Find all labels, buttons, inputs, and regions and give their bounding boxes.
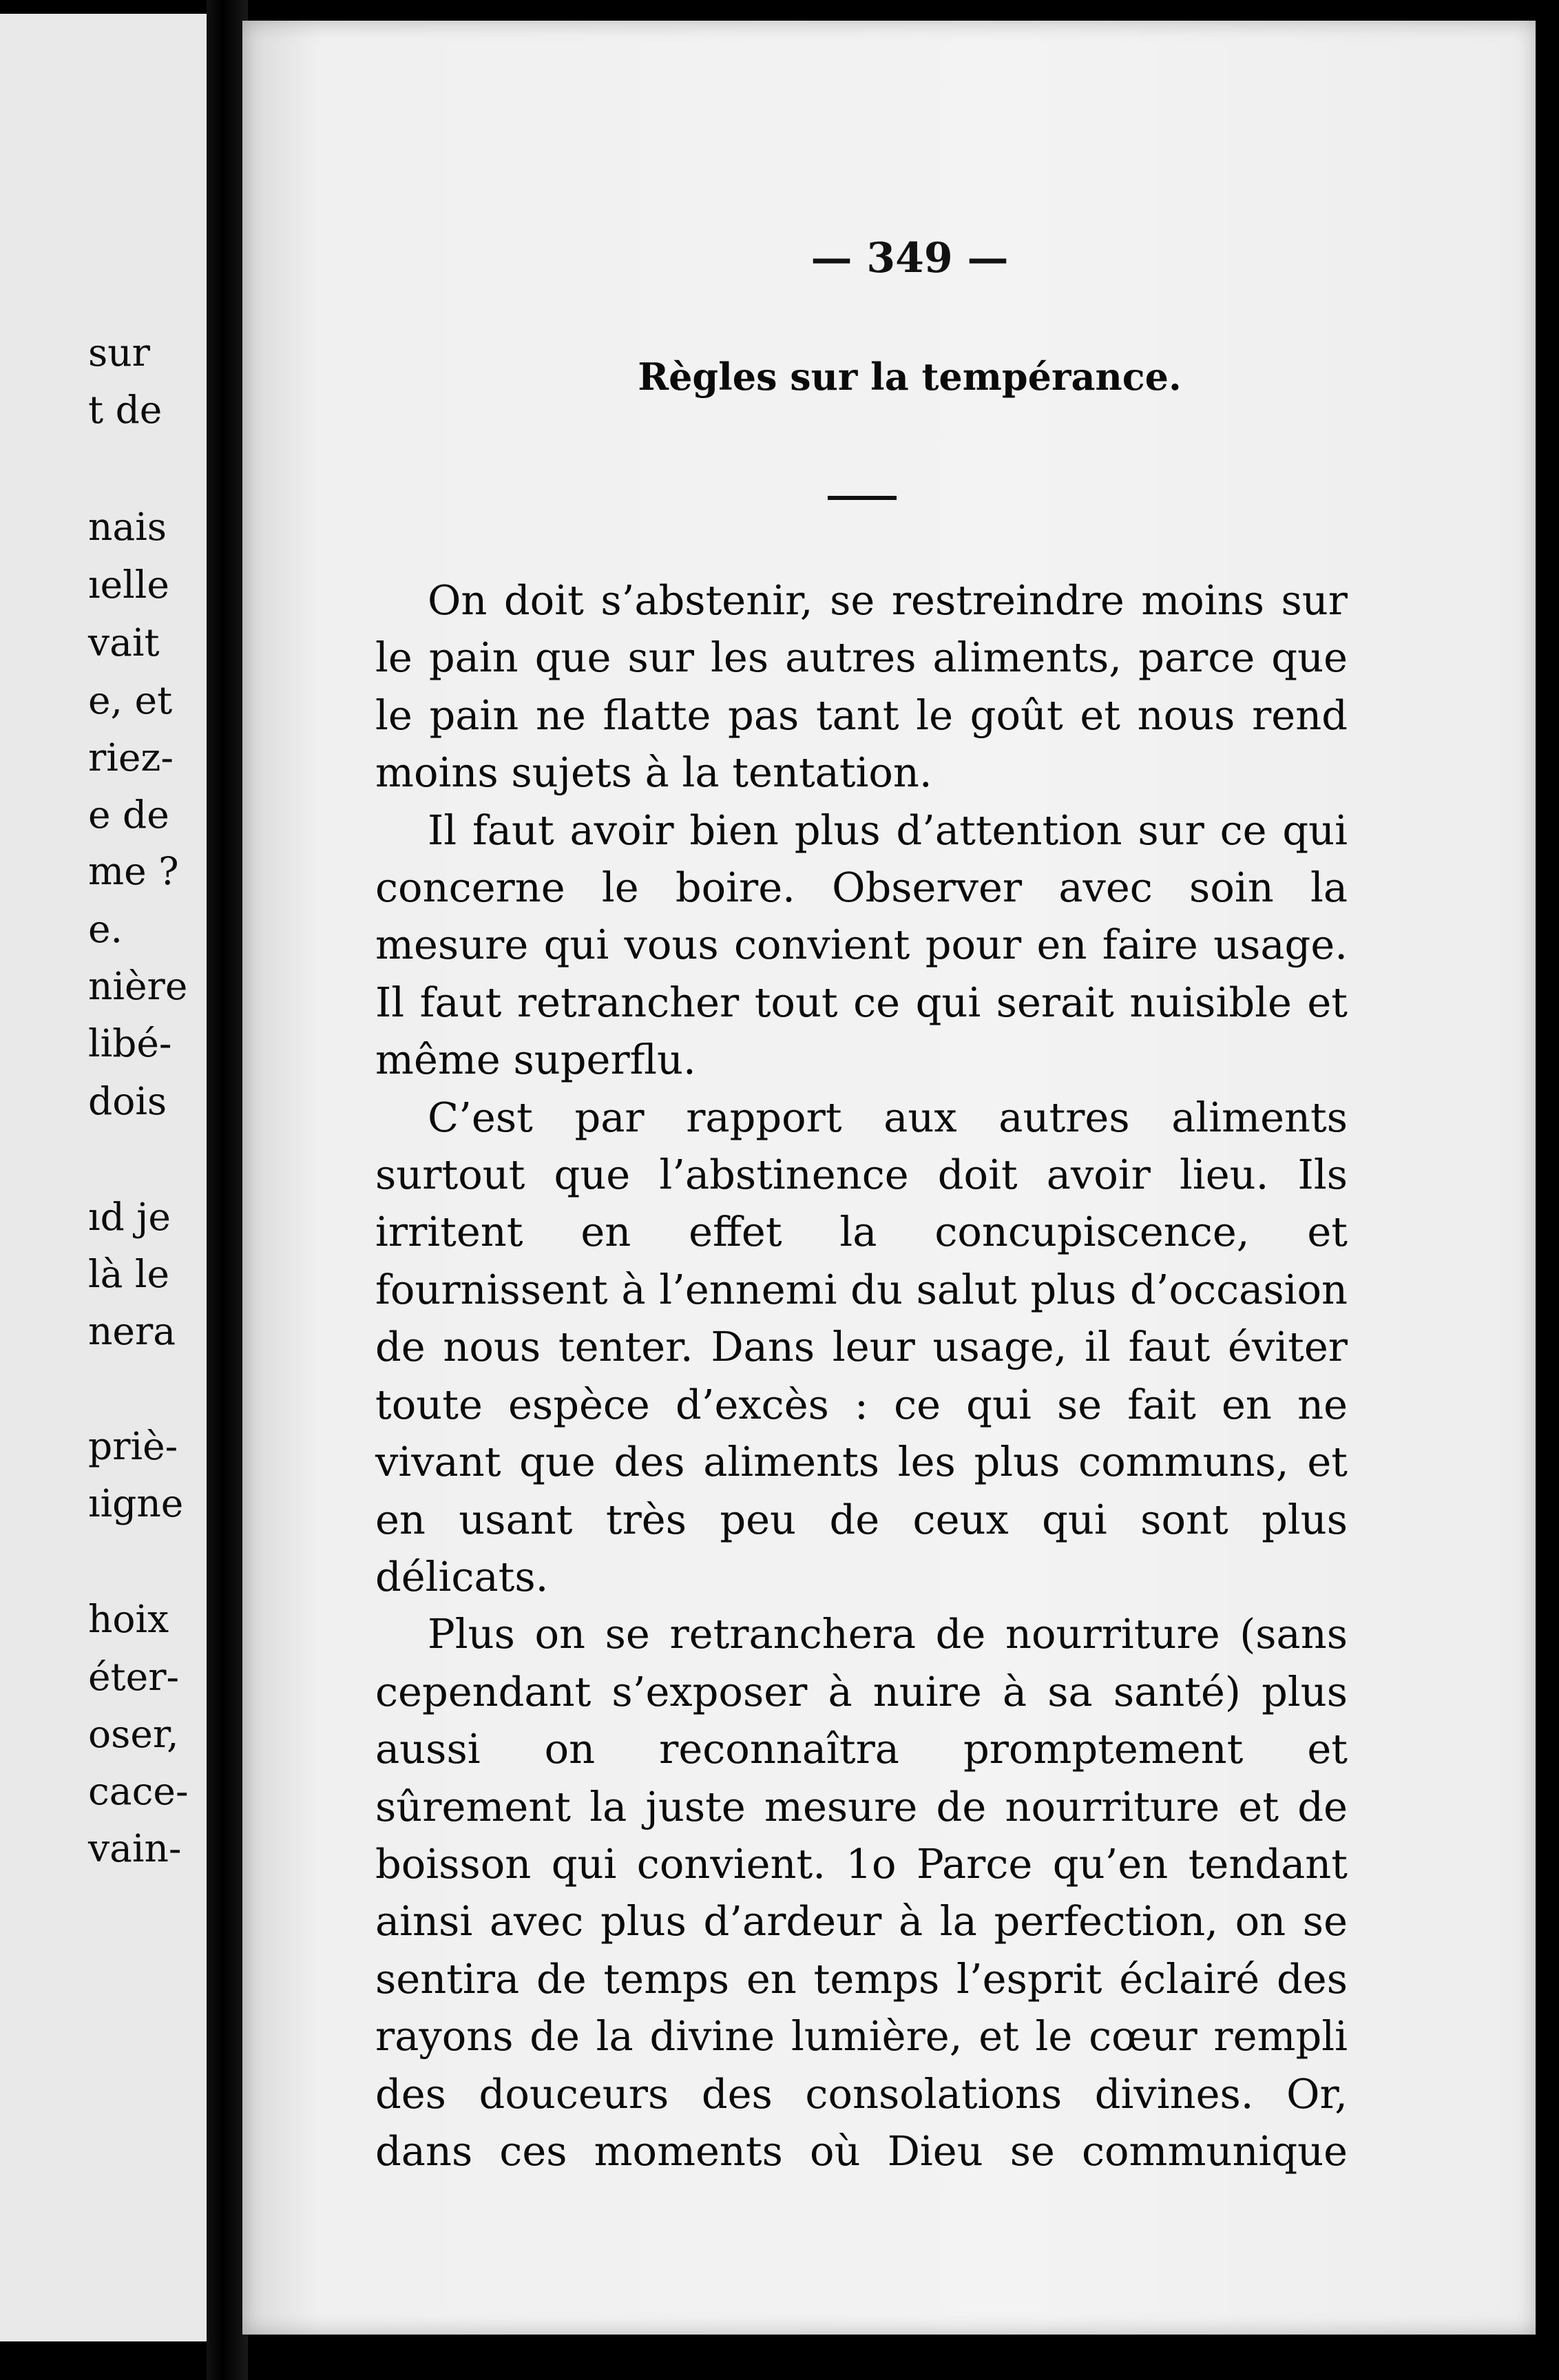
left-line: ıelle (88, 563, 169, 607)
paragraph: Plus on se retranchera de nourriture (sans cependant s’exposer à nuire à sa santé) plus aussi on reconnaîtra promptement et sûrement la juste mesure de nourriture et de boisson qui convient. 1o Parce qu’en tendant ainsi avec plus d’ardeur à la perfection, on se sentira de temps en temps l’esprit éclairé des rayons de la divine lumière, et le cœur rempli des douceurs des consolations divines. Or, dans ces moments où Dieu se communique (375, 1610, 1348, 2175)
left-line: vait (88, 620, 160, 665)
left-line: riez- (88, 735, 174, 780)
left-line: e. (88, 907, 123, 951)
left-line: priè- (88, 1424, 178, 1468)
paragraph: C’est par rapport aux autres aliments surtout que l’abstinence doit avoir lieu. Ils irritent en effet la concupiscence, et fournissent à l’ennemi du salut plus d’occasion de nous tenter. Dans leur usage, il faut éviter toute espèce d’excès : ce qui se fait en ne vivant que des aliments les plus communs, et en usant très peu de ceux qui sont plus délicats. (375, 1093, 1348, 1600)
left-line: nais (88, 505, 167, 549)
paragraph: On doit s’abstenir, se restreindre moins sur le pain que sur les autres aliments, parce que le pain ne flatte pas tant le goût et nous rend moins sujets à la tentation. (375, 576, 1348, 797)
book-page (242, 21, 1536, 2335)
left-line: hoix (88, 1597, 169, 1641)
left-line: cace- (88, 1769, 189, 1813)
left-line: éter- (88, 1655, 180, 1699)
facing-page-fragment (0, 14, 207, 2341)
body-text (375, 572, 1348, 2180)
left-line: t de (88, 388, 163, 432)
left-line: vain- (88, 1826, 182, 1870)
left-line: là le (88, 1252, 170, 1296)
left-line: dois (88, 1079, 167, 1123)
left-line: ıigne (88, 1481, 184, 1525)
left-line: oser, (88, 1712, 179, 1756)
section-heading: Règles sur la tempérance. (638, 355, 1182, 399)
left-line: e, et (88, 678, 173, 722)
paragraph: Il faut avoir bien plus d’attention sur ce qui concerne le boire. Observer avec soin la mesure qui vous convient pour en faire usage. Il faut retrancher tout ce qui serait nuisible et même superflu. (375, 806, 1348, 1084)
page-number: — 349 — (810, 234, 1009, 282)
left-line: sur (88, 331, 150, 375)
left-line: nière (88, 964, 188, 1008)
book-gutter (207, 0, 248, 2380)
left-line: nera (88, 1309, 176, 1353)
left-line: ıd je (88, 1195, 171, 1239)
heading-rule (828, 496, 897, 500)
left-line: me ? (88, 849, 179, 893)
left-line: e de (88, 793, 169, 837)
left-line: libé- (88, 1021, 172, 1065)
